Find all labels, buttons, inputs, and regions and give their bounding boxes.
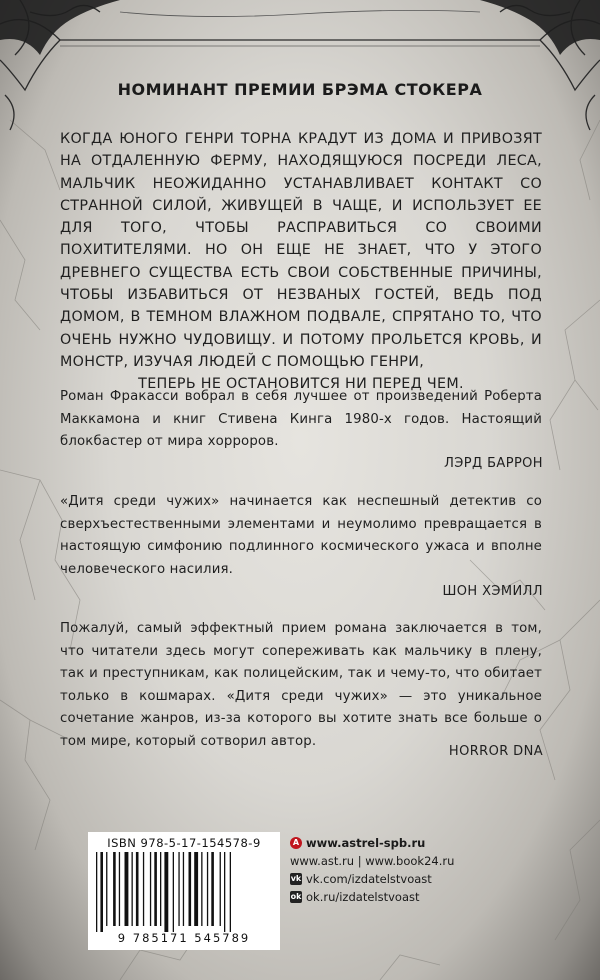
ok-icon: ok bbox=[290, 892, 302, 901]
review-quote: Пожалуй, самый эффектный прием романа заключается в том, что читатели здесь могут сопереживать как мальчику в плену, так и преступникам, как полицейским, так и чему-то, что обитает только в кошмарах. «Дитя среди чужих» — это уникальное сочетание жанров, из-за которого вы хотите знать все больше о том мире, который сотворил автор. bbox=[60, 621, 542, 749]
review-author: HORROR DNA bbox=[448, 744, 543, 759]
review-quote: Роман Фракасси вобрал в себя лучшее от произведений Роберта Маккамона и книг Стивена Кинга 1980-х годов. Настоящий блокбастер от мира хорроров. bbox=[60, 389, 542, 449]
synopsis-last-line: ТЕПЕРЬ НЕ ОСТАНОВИТСЯ НИ ПЕРЕД ЧЕМ. bbox=[138, 376, 464, 393]
synopsis bbox=[60, 128, 542, 396]
synopsis-body: КОГДА ЮНОГО ГЕНРИ ТОРНА КРАДУТ ИЗ ДОМА И ПРИВОЗЯТ НА ОТДАЛЕННУЮ ФЕРМУ, НАХОДЯЩУЮСЯ ПОСРЕДИ ЛЕСА, МАЛЬЧИК НЕОЖИДАННО УСТАНАВЛИВАЕТ КОНТАКТ СО СТРАННОЙ СИЛОЙ, ЖИВУЩЕЙ В ЧАЩЕ, И ИСПОЛЬЗУЕТ ЕЕ ДЛЯ ТОГО, ЧТОБЫ РАСПРАВИТЬСЯ СО СВОИМИ ПОХИТИТЕЛЯМИ. НО ОН ЕЩЕ НЕ ЗНАЕТ, ЧТО У ЭТОГО ДРЕВНЕГО СУЩЕСТВА ЕСТЬ СВОИ СОБСТВЕННЫЕ ПРИЧИНЫ, ЧТОБЫ ИЗБАВИТЬСЯ ОТ НЕЗВАНЫХ ГОСТЕЙ, ВЕДЬ ПОД ДОМОМ, В ТЕМНОМ ВЛАЖНОМ ПОДВАЛЕ, СПРЯТАНО ТО, ЧТО ОЧЕНЬ НУЖНО ЧУДОВИЩУ. И ПОТОМУ ПРОЛЬЕТСЯ КРОВЬ, И МОНСТР, ИЗУЧАЯ ЛЮДЕЙ С ПОМОЩЬЮ ГЕНРИ, bbox=[60, 131, 542, 370]
ast-book24-links[interactable]: www.ast.ru | www.book24.ru bbox=[290, 854, 455, 868]
ok-link[interactable]: ok.ru/izdatelstvoast bbox=[306, 890, 420, 904]
review-author: ШОН ХЭМИЛЛ bbox=[442, 584, 543, 599]
isbn-label: ISBN 978-5-17-154578-9 bbox=[107, 836, 261, 850]
publisher-a-icon: A bbox=[290, 837, 302, 849]
astrel-link[interactable]: www.astrel-spb.ru bbox=[306, 836, 426, 850]
vk-link[interactable]: vk.com/izdatelstvoast bbox=[306, 872, 432, 886]
barcode bbox=[88, 832, 280, 950]
ean-digits: 9 785171 545789 bbox=[117, 931, 251, 945]
publisher-links bbox=[290, 834, 454, 906]
review-author: ЛЭРД БАРРОН bbox=[444, 456, 543, 471]
review-quote: «Дитя среди чужих» начинается как неспешный детектив со сверхъестественными элементами и неумолимо превращается в настоящую симфонию подлинного космического ужаса и вполне человеческого насилия. bbox=[60, 494, 542, 577]
barcode-bars bbox=[94, 852, 274, 932]
vk-icon: vk bbox=[290, 874, 302, 883]
award-headline: НОМИНАНТ ПРЕМИИ БРЭМА СТОКЕРА bbox=[117, 80, 483, 99]
